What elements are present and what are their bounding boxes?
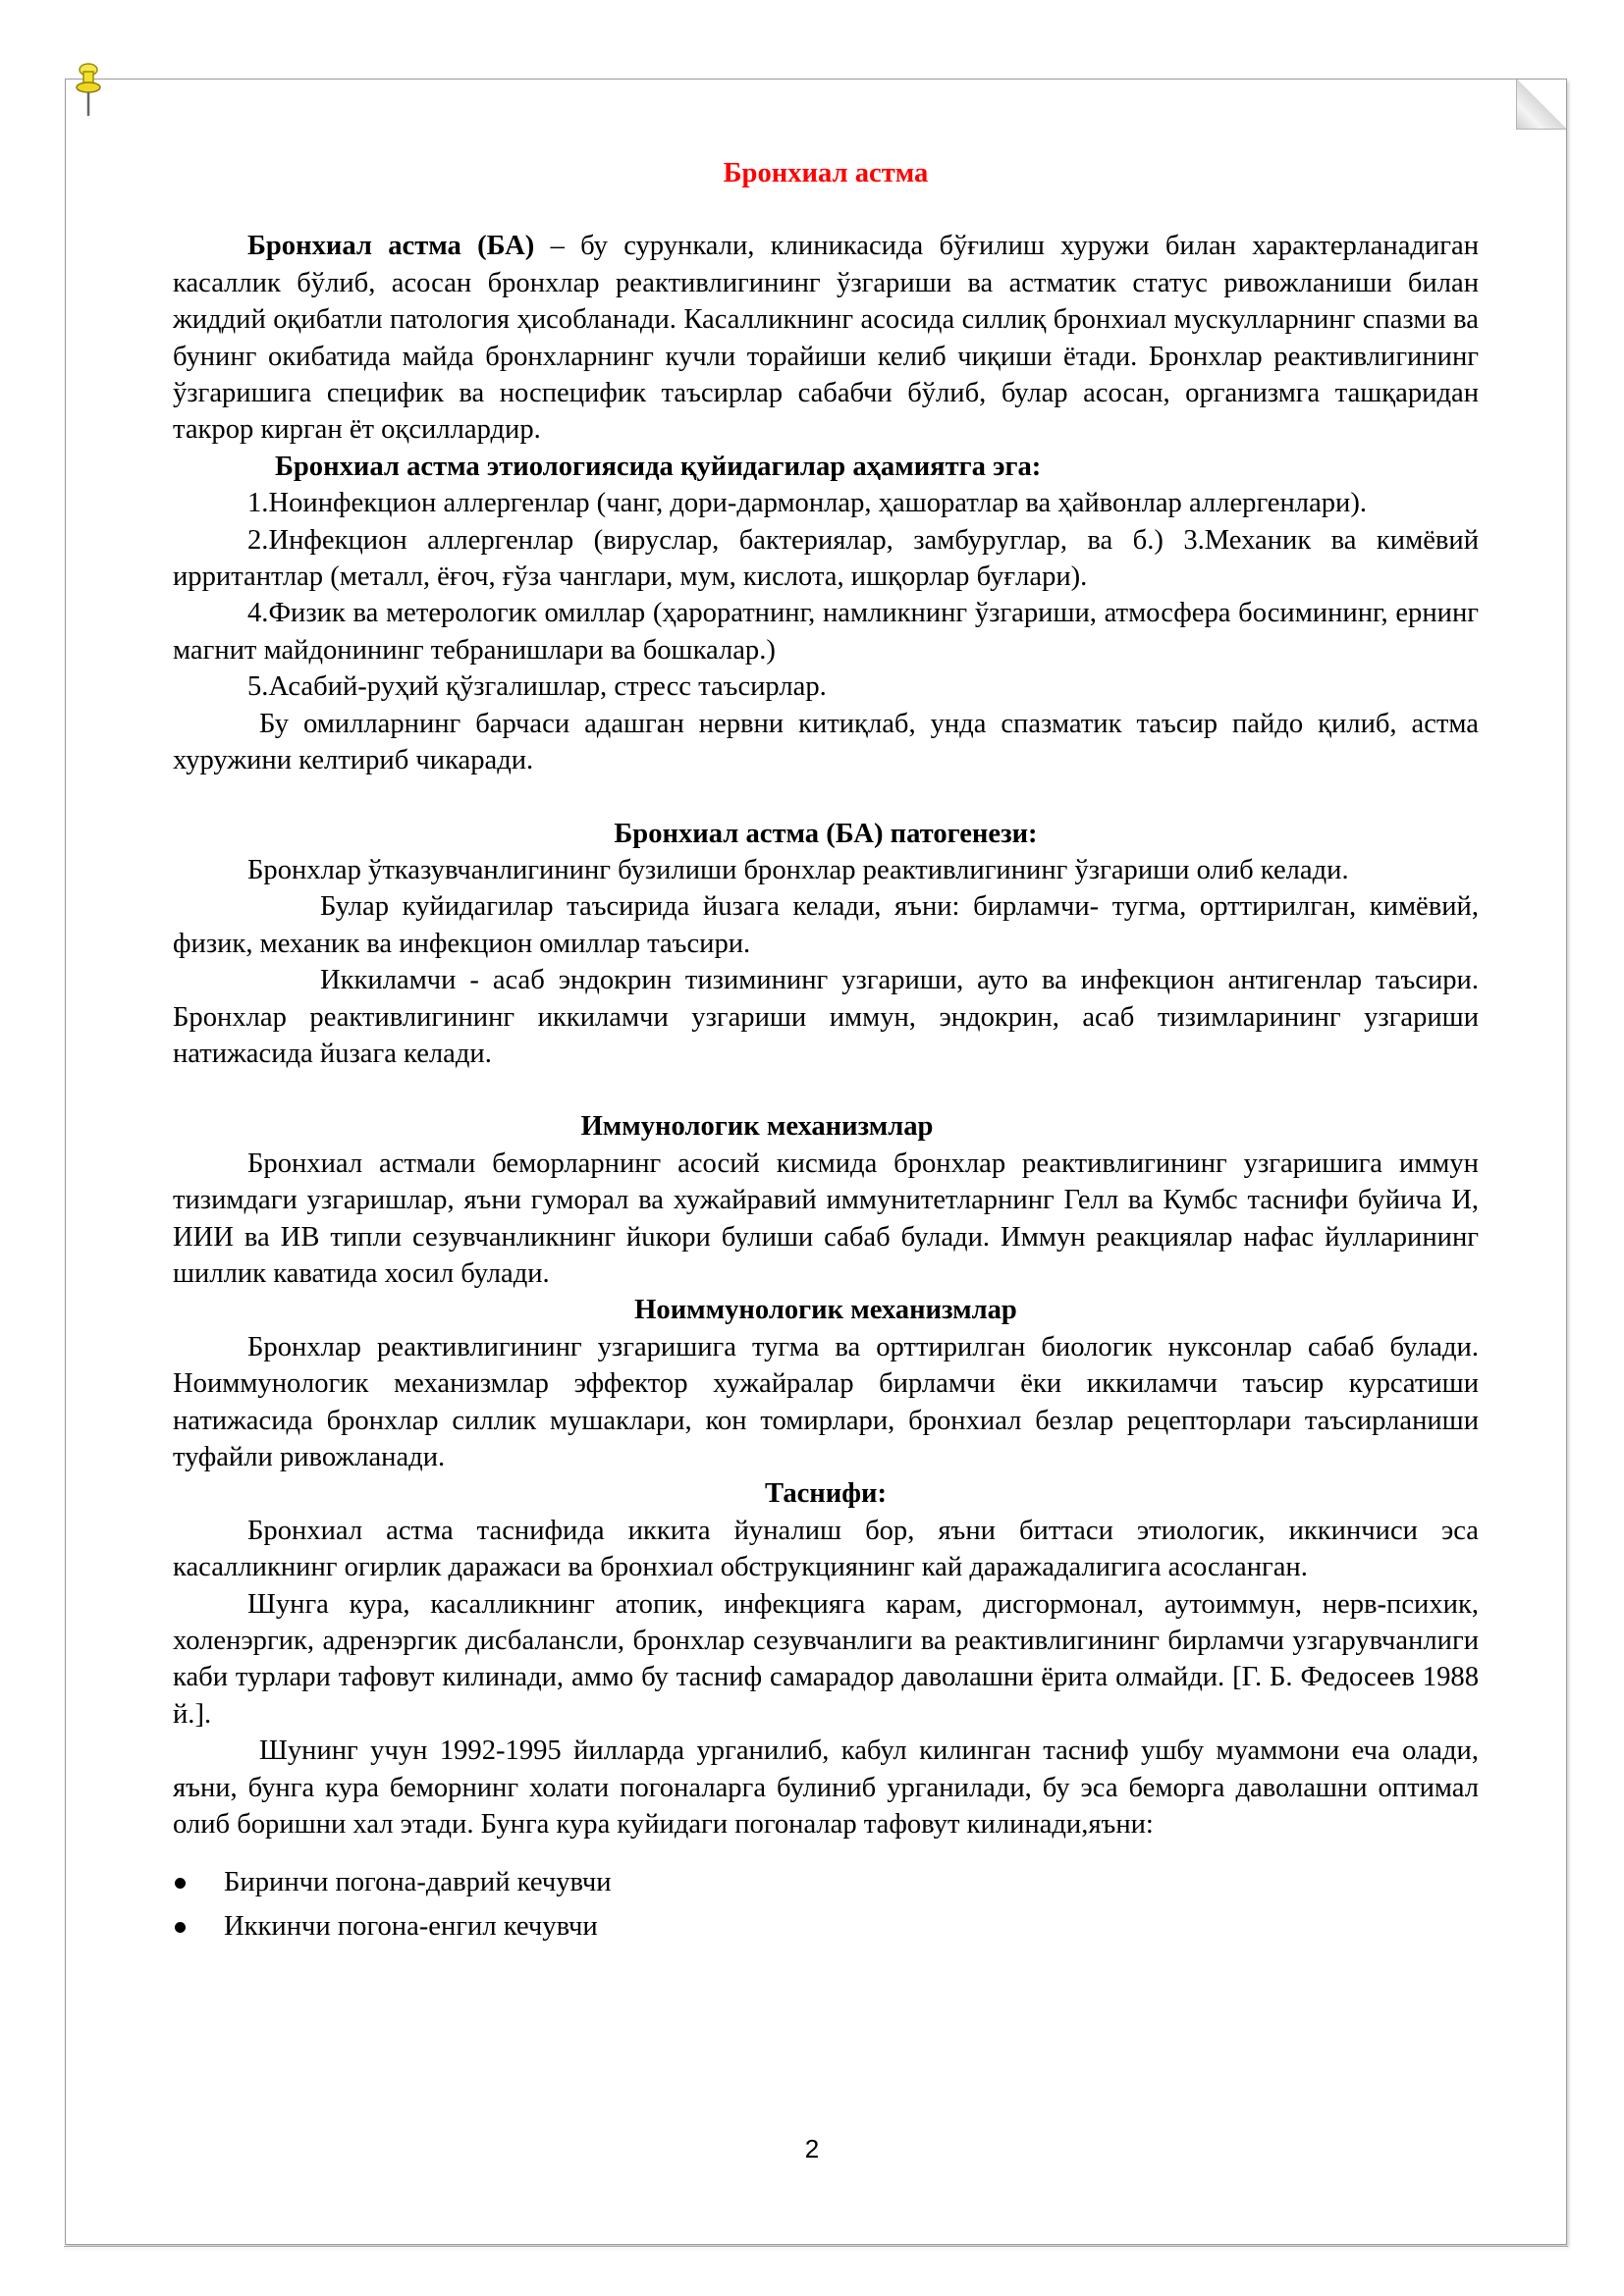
pushpin-icon — [75, 62, 102, 119]
classification-paragraph: Шунга кура, касалликнинг атопик, инфекцияга карам, дисгормонал, аутоиммун, нерв-психик, холенэргик, адренэргик дисбалансли, бронхлар сезувчанлиги ва реактивлигининг бирламчи узгарувчанлиги каби турлари тафовут килинади, аммо бу тасниф самарадор даволашни ёрита олмайди. [Г. Б. Федосеев 1988 й.]. — [173, 1588, 1479, 1730]
etiology-item: 1.Ноинфекцион аллергенлар (чанг, дори-дармонлар, ҳашоратлар ва ҳайвонлар аллергенлари). — [247, 488, 1368, 519]
stage-list — [173, 1864, 1479, 1945]
bullet-icon — [175, 1878, 186, 1889]
pathogenesis-paragraph: Булар куйидагилар таъсирида йuзага келади, яъни: бирламчи- тугма, орттирилган, кимёвий, физик, механик ва инфекцион омиллар таъсири. — [173, 891, 1479, 959]
etiology-item: 2.Инфекцион аллергенлар (вируслар, бактериялар, замбуруглар, ва б.) 3.Механик ва кимёвий ирритантлар (металл, ёғоч, ғўза чанглари, мум, кислота, ишқорлар буғлари). — [173, 524, 1479, 593]
list-item: Иккинчи погона-енгил кечувчи — [173, 1908, 1479, 1945]
list-item: Биринчи погона-даврий кечувчи — [173, 1864, 1479, 1900]
page-number: 2 — [804, 2134, 820, 2163]
immunologic-heading: Иммунологик механизмлар — [580, 1111, 934, 1143]
immunologic-paragraph: Бронхиал астмали беморларнинг асосий кисмида бронхлар реактивлигининг узгаришига иммун тизимдаги узгаришлар, яъни гуморал ва хужайравий иммунитетларнинг Гелл ва Кумбс таснифи буйича И, ИИИ ва ИВ типли сезувчанликнинг йuкори булиши сабаб булади. Иммун реакциялар нафас йулларининг шиллик каватида хосил булади. — [173, 1148, 1479, 1289]
etiology-heading: Бронхиал астма этиологиясида қуйидагилар аҳамиятга эга: — [275, 451, 1042, 482]
document-body — [173, 155, 1479, 1951]
classification-paragraph: Шунинг учун 1992-1995 йилларда урганилиб, кабул килинган тасниф ушбу муаммони еча олади, яъни, бунга кура беморнинг холати погоналарга булиниб урганилади, бу эса беморга даволашни оптимал олиб боришни хал этади. Бунга кура куйидаги погоналар тафовут килинади,яъни: — [173, 1735, 1479, 1841]
intro-text: – бу сурункали, клиникасида бўғилиш хуружи билан характерланадиган касаллик бўлиб, асосан бронхлар реактивлигининг ўзгариши ва астматик статус ривожланиши билан жиддий оқибатли патология ҳисобланади. Касалликнинг асосида силлиқ бронхиал мускулларнинг спазми ва бунинг окибатида майда бронхларнинг кучли торайиши келиб чиқиши ётади. Бронхлар реактивлигининг ўзгаришига специфик ва носпецифик таъсирлар сабабчи бўлиб, булар асосан, организмга ташқаридан такрор кирган ёт оқсиллардир. — [173, 231, 1479, 446]
page-curl-icon — [1516, 80, 1566, 130]
pathogenesis-heading: Бронхиал астма (БА) патогенези: — [614, 818, 1038, 849]
etiology-summary: Бу омилларнинг барчаси адашган нервни китиқлаб, унда спазматик таъсир пайдо қилиб, астма хуружини келтириб чикаради. — [173, 708, 1479, 776]
document-title: Бронхиал астма — [723, 158, 929, 188]
classification-paragraph: Бронхиал астма таснифида иккита йуналиш бор, яъни биттаси этиологик, иккинчиси эса касалликнинг огирлик даражаси ва бронхиал обструкциянинг кай даражадалигига асосланган. — [173, 1515, 1479, 1583]
etiology-item: 5.Асабий-руҳий қўзгалишлар, стресс таъсирлар. — [247, 671, 827, 703]
nonimmunologic-heading: Ноиммунологик механизмлар — [634, 1295, 1017, 1326]
intro-term: Бронхиал астма (БА) — [247, 231, 535, 262]
pathogenesis-paragraph: Бронхлар ўтказувчанлигининг бузилиши бронхлар реактивлигининг ўзгариши олиб келади. — [247, 854, 1349, 885]
pathogenesis-paragraph: Иккиламчи - асаб эндокрин тизимининг узгариши, ауто ва инфекцион антигенлар таъсири. Бронхлар реактивлигининг иккиламчи узгариши иммун, эндокрин, асаб тизимларининг узгариши натижасида йuзага келади. — [173, 965, 1479, 1069]
intro-paragraph — [173, 228, 1479, 448]
nonimmunologic-paragraph: Бронхлар реактивлигининг узгаришига тугма ва орттирилган биологик нуксонлар сабаб булади. Ноиммунологик механизмлар эффектор хужайралар бирламчи ёки иккиламчи таъсир курсатиши натижасида бронхлар силлик мушаклари, кон томирлари, бронхиал безлар рецепторлари таъсирланиши туфайли ривожланади. — [173, 1331, 1479, 1472]
etiology-item: 4.Физик ва метерологик омиллар (ҳароратнинг, намликнинг ўзгариши, атмосфера босимининг, ернинг магнит майдонининг тебранишлари ва бошкалар.) — [173, 598, 1479, 666]
classification-heading: Таснифи: — [764, 1478, 888, 1510]
bullet-icon — [175, 1922, 186, 1933]
